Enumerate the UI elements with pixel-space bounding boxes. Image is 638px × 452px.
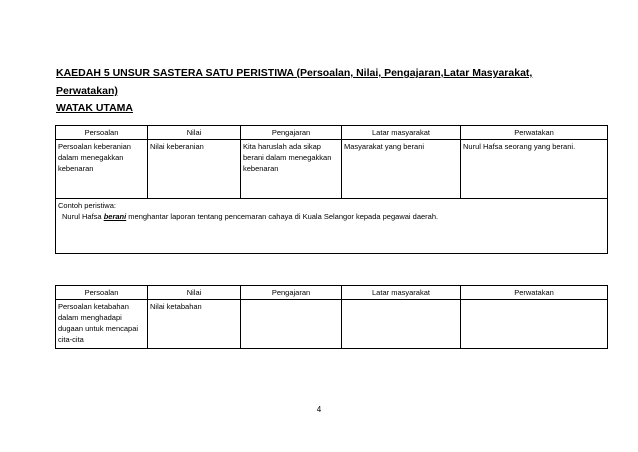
example-cell — [56, 199, 608, 254]
example-text — [58, 211, 605, 222]
cell-pengajaran: Kita haruslah ada sikap berani dalam menegakkan kebenaran — [241, 140, 342, 199]
cell-perwatakan: Nurul Hafsa seorang yang berani. — [461, 140, 608, 199]
header-latar-masyarakat: Latar masyarakat — [342, 126, 461, 140]
cell-latar-masyarakat — [342, 300, 461, 349]
table-header-row — [56, 286, 608, 300]
example-suffix: menghantar laporan tentang pencemaran cahaya di Kuala Selangor kepada pegawai daerah. — [126, 212, 439, 221]
table-header-row — [56, 126, 608, 140]
table-row — [56, 140, 608, 199]
header-persoalan: Persoalan — [56, 126, 148, 140]
example-prefix: Nurul Hafsa — [62, 212, 104, 221]
header-perwatakan: Perwatakan — [461, 286, 608, 300]
example-label: Contoh peristiwa: — [58, 201, 116, 210]
cell-latar-masyarakat: Masyarakat yang berani — [342, 140, 461, 199]
cell-persoalan: Persoalan keberanian dalam menegakkan kebenaran — [56, 140, 148, 199]
cell-nilai: Nilai keberanian — [148, 140, 241, 199]
cell-nilai: Nilai ketabahan — [148, 300, 241, 349]
header-perwatakan: Perwatakan — [461, 126, 608, 140]
example-row — [56, 199, 608, 254]
cell-perwatakan — [461, 300, 608, 349]
header-nilai: Nilai — [148, 286, 241, 300]
section-heading — [56, 64, 556, 100]
cell-pengajaran — [241, 300, 342, 349]
example-highlight: berani — [103, 212, 127, 221]
cell-persoalan: Persoalan ketabahan dalam menghadapi dugaan untuk mencapai cita-cita — [56, 300, 148, 349]
table-watak-utama-2 — [55, 285, 608, 349]
header-pengajaran: Pengajaran — [241, 126, 342, 140]
header-pengajaran: Pengajaran — [241, 286, 342, 300]
header-latar-masyarakat: Latar masyarakat — [342, 286, 461, 300]
heading-line-1: KAEDAH 5 UNSUR SASTERA SATU PERISTIWA (Persoalan, Nilai, Pengajaran,Latar Masyarakat, — [56, 67, 533, 79]
header-persoalan: Persoalan — [56, 286, 148, 300]
page-number: 4 — [316, 405, 322, 414]
heading-line-2: Perwatakan) — [56, 85, 118, 97]
subheading-watak-utama: WATAK UTAMA — [56, 102, 133, 114]
table-watak-utama-1 — [55, 125, 608, 254]
header-nilai: Nilai — [148, 126, 241, 140]
table-row — [56, 300, 608, 349]
